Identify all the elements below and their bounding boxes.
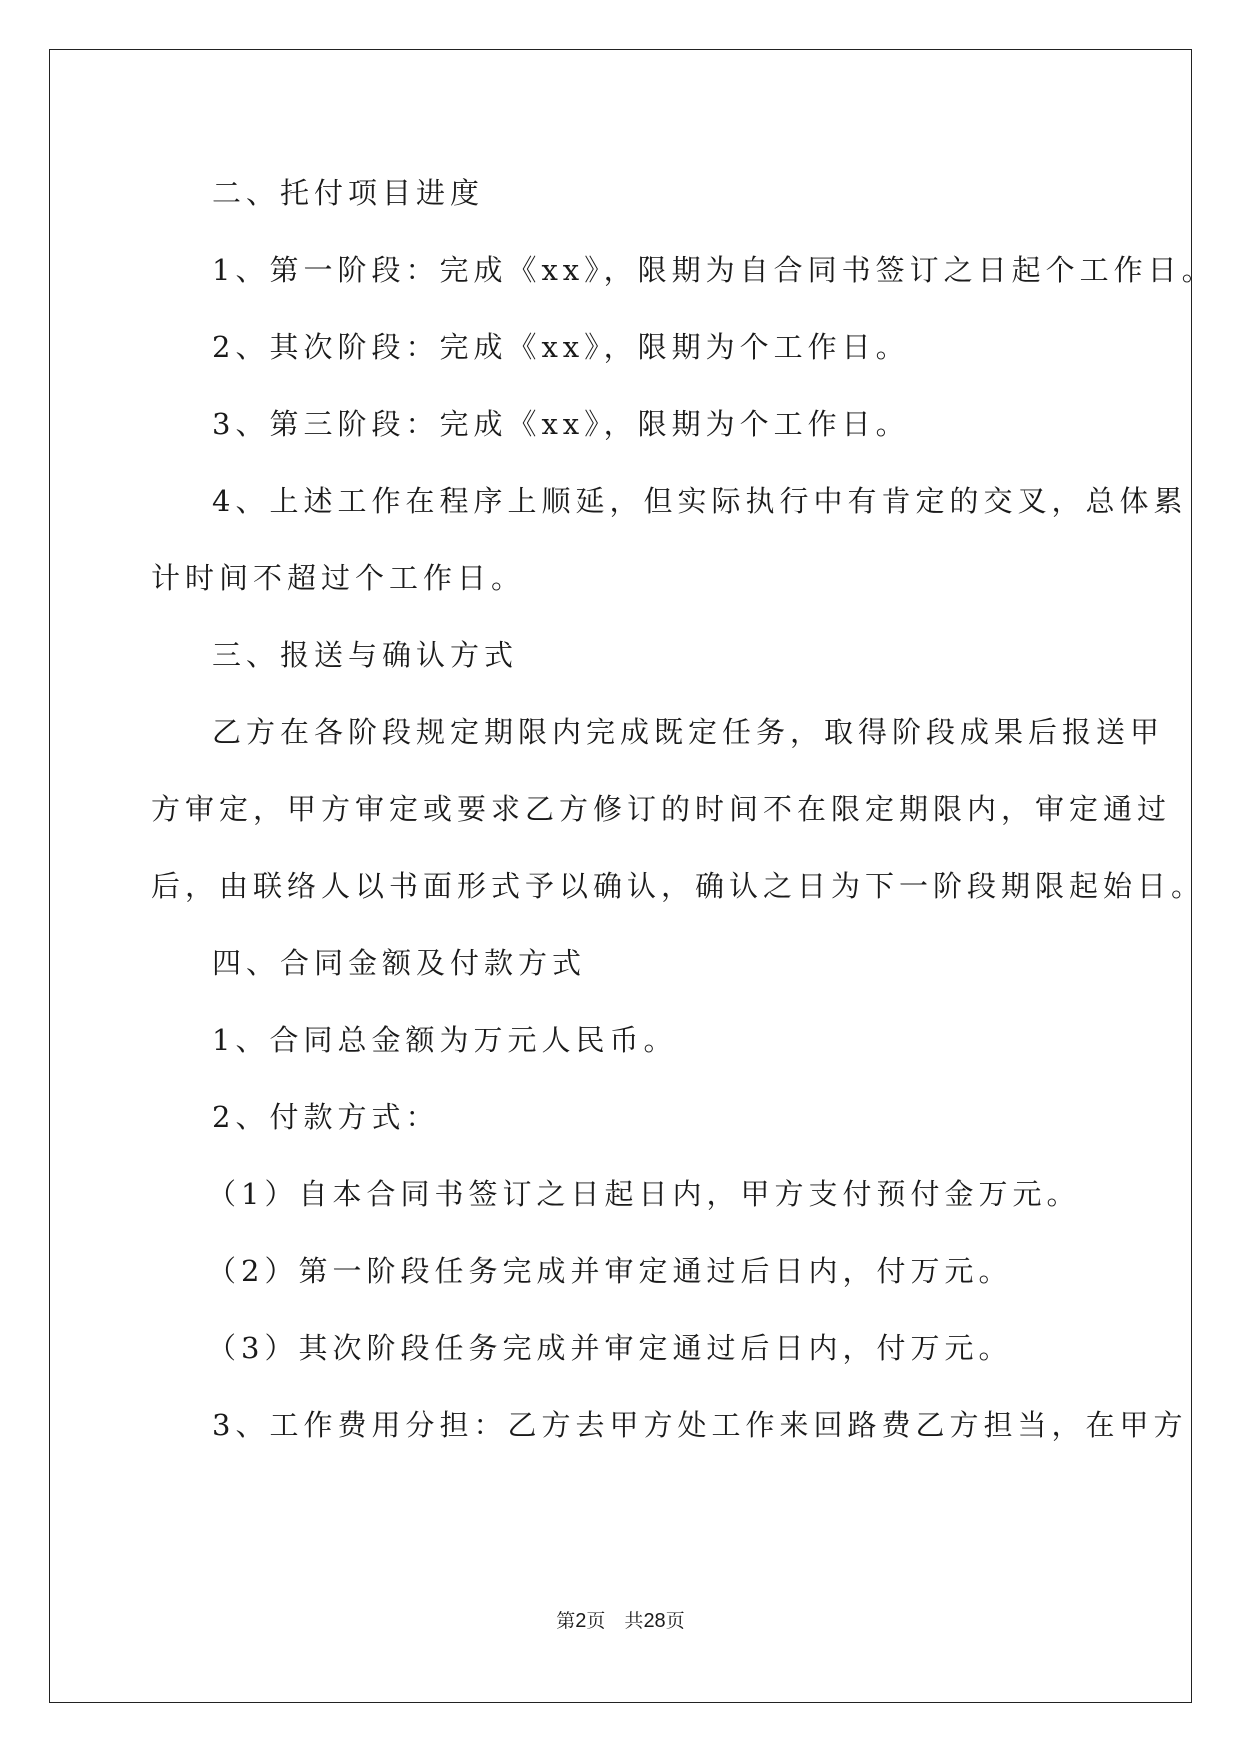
section-heading-payment: 四、合同金额及付款方式 xyxy=(212,946,587,980)
paragraph-line: 4、上述工作在程序上顺延，但实际执行中有肯定的交叉，总体累 xyxy=(212,484,1188,518)
paragraph-line: 2、其次阶段：完成《xx》，限期为个工作日。 xyxy=(212,330,910,364)
paragraph-line: 2、付款方式： xyxy=(212,1100,440,1134)
footer-prefix: 第 xyxy=(556,1610,576,1632)
section-heading-submission: 三、报送与确认方式 xyxy=(212,638,519,672)
paragraph-line: （3）其次阶段任务完成并审定通过后日内，付万元。 xyxy=(207,1331,1013,1365)
footer-suffix: 页 xyxy=(665,1610,685,1632)
footer-mid: 页 共 xyxy=(586,1610,644,1632)
footer-total-pages: 28 xyxy=(643,1610,666,1632)
paragraph-line: （2）第一阶段任务完成并审定通过后日内，付万元。 xyxy=(207,1254,1013,1288)
footer-current-page: 2 xyxy=(575,1610,587,1632)
paragraph-line: 计时间不超过个工作日。 xyxy=(151,561,526,595)
paragraph-line: 1、第一阶段：完成《xx》，限期为自合同书签订之日起个工作日。 xyxy=(212,253,1216,287)
paragraph-line: （1）自本合同书签订之日起日内，甲方支付预付金万元。 xyxy=(207,1177,1081,1211)
paragraph-line: 方审定，甲方审定或要求乙方修订的时间不在限定期限内，审定通过 xyxy=(151,792,1172,826)
paragraph-line: 乙方在各阶段规定期限内完成既定任务，取得阶段成果后报送甲 xyxy=(212,715,1165,749)
paragraph-line: 后，由联络人以书面形式予以确认，确认之日为下一阶段期限起始日。 xyxy=(151,869,1206,903)
paragraph-line: 3、第三阶段：完成《xx》，限期为个工作日。 xyxy=(212,407,910,441)
section-heading-schedule: 二、托付项目进度 xyxy=(212,176,485,210)
paragraph-line: 3、工作费用分担：乙方去甲方处工作来回路费乙方担当，在甲方 xyxy=(212,1408,1188,1442)
page-footer xyxy=(0,1609,1241,1633)
paragraph-line: 1、合同总金额为万元人民币。 xyxy=(212,1023,678,1057)
